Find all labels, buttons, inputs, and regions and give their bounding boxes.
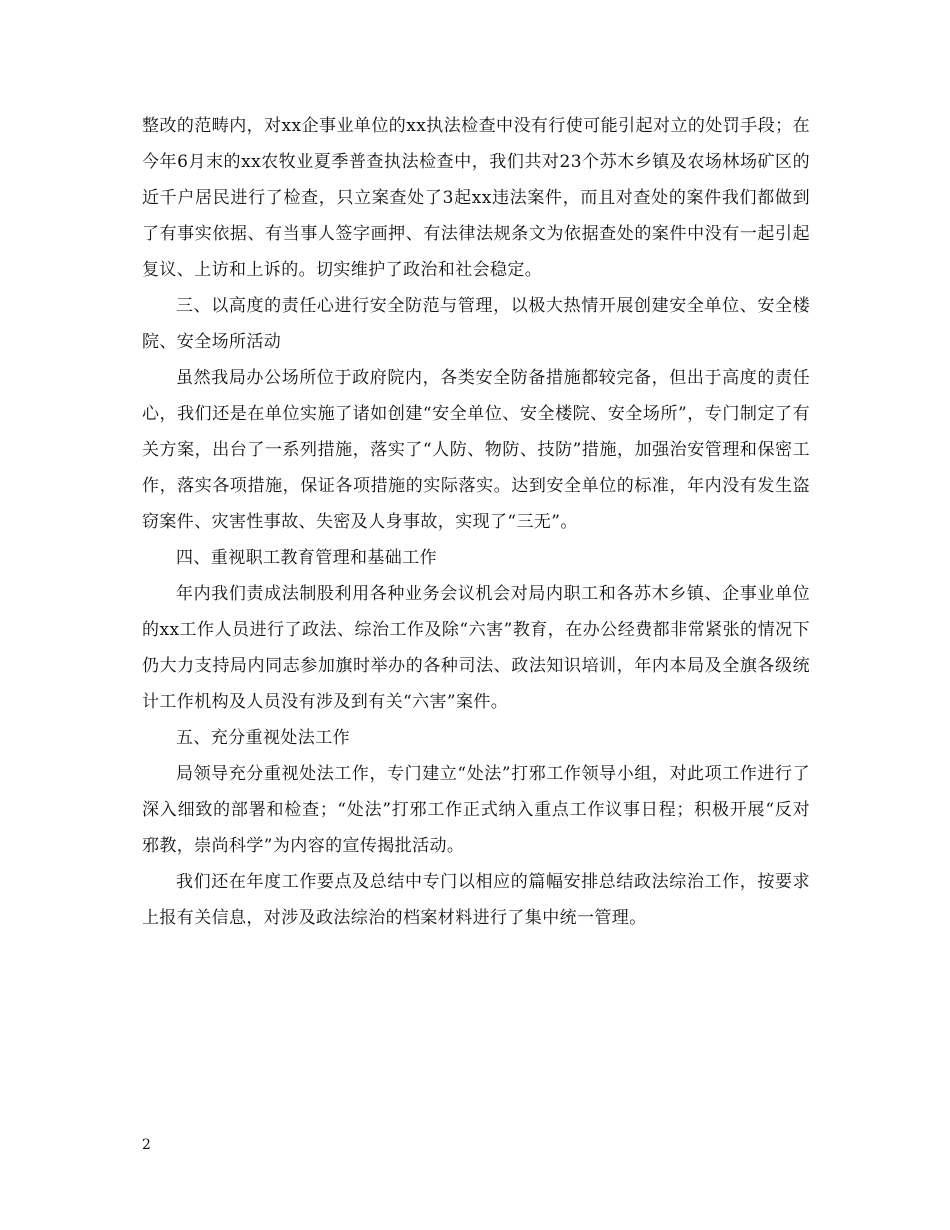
page-number: 2	[142, 1137, 151, 1153]
document-body	[142, 108, 810, 936]
heading-section-four: 四、重视职工教育管理和基础工作	[176, 548, 437, 568]
paragraph-safety: 虽然我局办公场所位于政府院内，各类安全防备措施都较完备，但出于高度的责任心，我们还是在单位实施了诸如创建“安全单位、安全楼院、安全场所”，专门制定了有关方案，出台了一系列措施，落实了“人防、物防、技防”措施，加强治安管理和保密工作，落实各项措施，保证各项措施的实际落实。达到安全单位的标准，年内没有发生盗窃案件、灾害性事故、失密及人身事故，实现了“三无”。	[142, 368, 810, 532]
paragraph-handling: 局领导充分重视处法工作，专门建立“处法”打邪工作领导小组，对此项工作进行了深入细致的部署和检查；“处法”打邪工作正式纳入重点工作议事日程；积极开展“反对邪教，崇尚科学”为内容的宣传揭批活动。	[142, 764, 810, 856]
paragraph-continuation: 整改的范畴内，对xx企事业单位的xx执法检查中没有行使可能引起对立的处罚手段；在今年6月末的xx农牧业夏季普查执法检查中，我们共对23个苏木乡镇及农场林场矿区的近千户居民进行了检查，只立案查处了3起xx违法案件，而且对查处的案件我们都做到了有事实依据、有当事人签字画押、有法律法规条文为依据查处的案件中没有一起引起复议、上访和上诉的。切实维护了政治和社会稳定。	[142, 116, 810, 280]
paragraph-education: 年内我们责成法制股利用各种业务会议机会对局内职工和各苏木乡镇、企事业单位的xx工作人员进行了政法、综治工作及除“六害”教育，在办公经费都非常紧张的情况下仍大力支持局内同志参加旗时举办的各种司法、政法知识培训，年内本局及全旗各级统计工作机构及人员没有涉及到有关“六害”案件。	[142, 584, 810, 712]
heading-section-five: 五、充分重视处法工作	[176, 728, 350, 748]
paragraph-summary: 我们还在年度工作要点及总结中专门以相应的篇幅安排总结政法综治工作，按要求上报有关信息，对涉及政法综治的档案材料进行了集中统一管理。	[142, 872, 810, 928]
heading-section-three: 三、以高度的责任心进行安全防范与管理，以极大热情开展创建安全单位、安全楼院、安全场所活动	[142, 296, 810, 352]
